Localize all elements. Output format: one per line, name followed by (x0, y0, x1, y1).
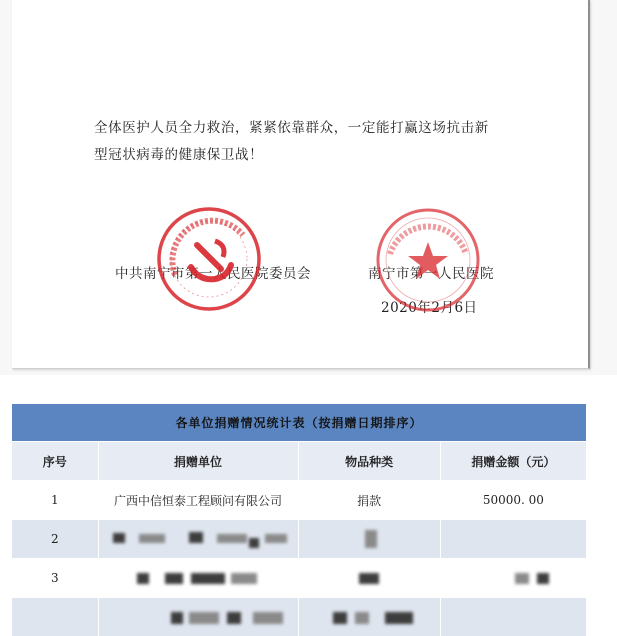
cell-amount (441, 598, 586, 636)
cell-no: 3 (12, 559, 99, 597)
donation-table (12, 404, 586, 621)
hospital-seal-icon (374, 206, 482, 314)
cell-amount-redacted (441, 559, 586, 597)
cell-unit-redacted (99, 559, 299, 597)
signature-committee: 中共南宁市第一人民医院委员会 (115, 266, 311, 282)
column-header-no: 序号 (12, 442, 99, 480)
signature-hospital: 南宁市第一人民医院 (368, 266, 494, 282)
letter-date: 2020年2月6日 (381, 300, 478, 316)
column-header-unit: 捐赠单位 (99, 442, 299, 480)
cell-type-redacted (299, 559, 441, 597)
table-header-row (12, 441, 586, 480)
cell-unit-redacted (99, 520, 299, 558)
column-header-amount: 捐赠金额（元） (471, 454, 556, 469)
cell-unit: 广西中信恒泰工程顾问有限公司 (99, 481, 299, 519)
letter-page (12, 0, 590, 369)
letter-body-line-1: 全体医护人员全力救治，紧紧依靠群众，一定能打赢这场抗击新 (94, 120, 489, 136)
cell-no (12, 598, 99, 636)
cell-amount (441, 520, 586, 558)
table-row (12, 597, 586, 636)
cell-type: 捐款 (299, 481, 441, 519)
party-committee-seal-icon (155, 205, 263, 313)
cell-no: 1 (12, 481, 99, 519)
separator (0, 375, 617, 403)
table-row (12, 558, 586, 597)
table-title: 各单位捐赠情况统计表（按捐赠日期排序） (12, 404, 586, 441)
cell-type-redacted (299, 520, 441, 558)
table-row (12, 480, 586, 519)
table-row (12, 519, 586, 558)
column-header-type: 物品种类 (299, 442, 441, 480)
cell-no: 2 (12, 520, 99, 558)
cell-amount: 50000. 00 (482, 493, 544, 507)
cell-unit-redacted (99, 598, 299, 636)
cell-type-redacted (299, 598, 441, 636)
letter-body-line-2: 型冠状病毒的健康保卫战！ (94, 147, 264, 163)
